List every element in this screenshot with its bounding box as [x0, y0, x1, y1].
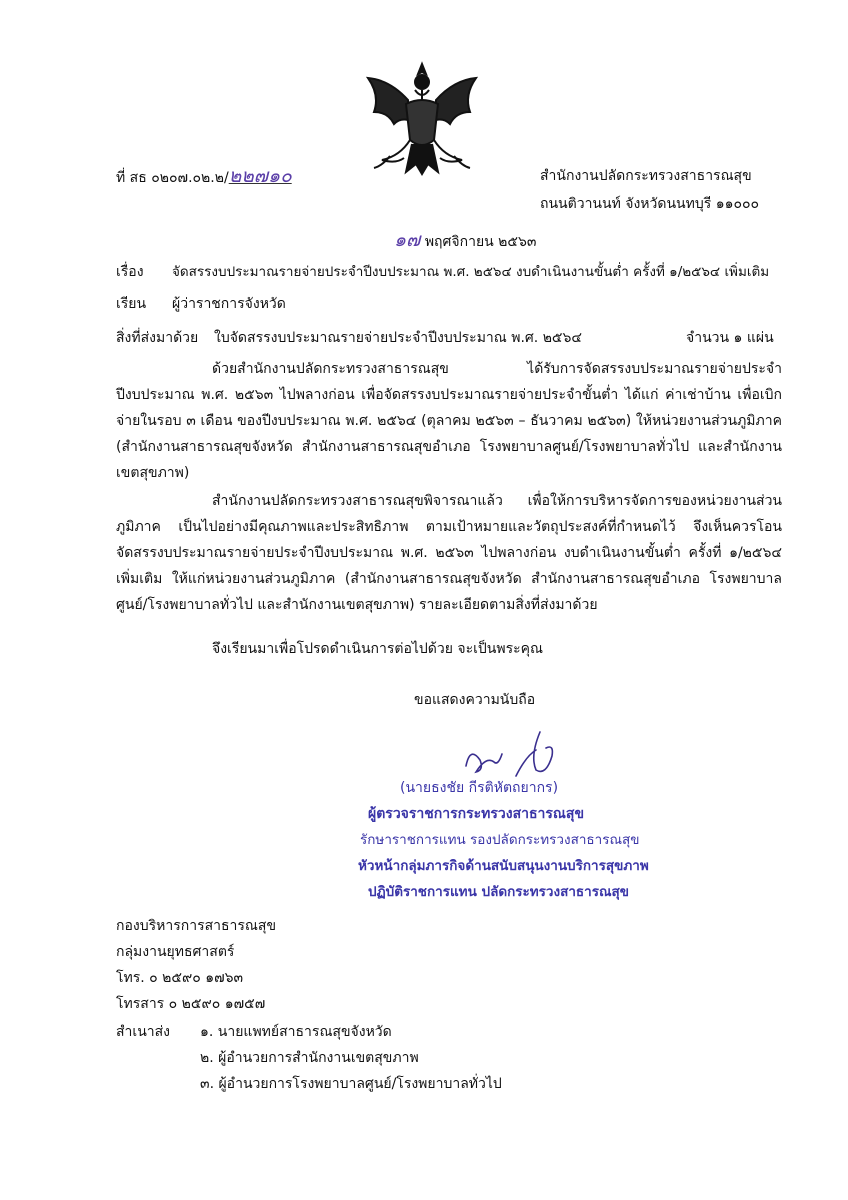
letter-date [394, 230, 536, 252]
date-month-year: พฤศจิกายน ๒๕๖๓ [424, 234, 537, 250]
sender-address: ถนนติวานนท์ จังหวัดนนทบุรี ๑๑๐๐๐ [540, 196, 760, 212]
closing-text: ขอแสดงความนับถือ [414, 692, 536, 708]
cc-item: ๓. ผู้อำนวยการโรงพยาบาลศูนย์/โรงพยาบาลทั่วไป [200, 1076, 502, 1092]
signer-title-3: หัวหน้ากลุ่มภารกิจด้านสนับสนุนงานบริการสุขภาพ [358, 858, 649, 874]
subject-label: เรื่อง [116, 264, 144, 280]
telephone: โทร. ๐ ๒๕๙๐ ๑๗๖๓ [116, 970, 244, 986]
cc-label: สำเนาส่ง [116, 1024, 171, 1040]
signer-title-4: ปฏิบัติราชการแทน ปลัดกระทรวงสาธารณสุข [368, 884, 629, 900]
signer-title-1: ผู้ตรวจราชการกระทรวงสาธารณสุข [368, 806, 585, 822]
department: กองบริหารการสาธารณสุข [116, 918, 277, 934]
cc-item: ๑. นายแพทย์สาธารณสุขจังหวัด [200, 1024, 392, 1040]
to-label: เรียน [116, 296, 147, 312]
to-text: ผู้ว่าราชการจังหวัด [172, 296, 286, 312]
signer-name: (นายธงชัย กีรติหัตถยากร) [400, 780, 559, 796]
body-paragraph-1 [116, 356, 782, 486]
garuda-emblem-icon [360, 60, 484, 178]
enclosure-label: สิ่งที่ส่งมาด้วย [116, 330, 199, 346]
date-day-handwritten: ๑๗ [394, 229, 421, 251]
body-paragraph-2 [116, 488, 782, 618]
handwritten-signature [456, 726, 576, 782]
subject-text: จัดสรรงบประมาณรายจ่ายประจำปีงบประมาณ พ.ศ. ๒๕๖๔ งบดำเนินงานขั้นต่ำ ครั้งที่ ๑/๒๕๖๔ เพิ่มเติม [172, 264, 770, 280]
reference-prefix: ที่ สธ ๐๒๐๗.๐๒.๒/ [116, 170, 229, 186]
reference-handwritten-number: ๒๒๗๑๐ [228, 165, 292, 187]
sender-org: สำนักงานปลัดกระทรวงสาธารณสุข [540, 168, 752, 184]
fax: โทรสาร ๐ ๒๕๙๐ ๑๗๕๗ [116, 996, 266, 1012]
signer-title-2: รักษาราชการแทน รองปลัดกระทรวงสาธารณสุข [360, 832, 640, 848]
cc-item: ๒. ผู้อำนวยการสำนักงานเขตสุขภาพ [200, 1050, 419, 1066]
paragraph-text: จึงเรียนมาเพื่อโปรดดำเนินการต่อไปด้วย จะเป็นพระคุณ [212, 641, 544, 657]
paragraph-text: สำนักงานปลัดกระทรวงสาธารณสุขพิจารณาแล้ว เพื่อให้การบริหารจัดการของหน่วยงานส่วนภูมิภาค เป็นไปอย่างมีคุณภาพและประสิทธิภาพ ตามเป้าหมายและวัตถุประสงค์ที่กำหนดไว้ จึงเห็นควรโอนจัดสรรงบประมาณรายจ่ายประจำปีงบประมาณ พ.ศ. ๒๕๖๓ ไปพลางก่อน งบดำเนินงานขั้นต่ำ ครั้งที่ ๑/๒๕๖๔ เพิ่มเติม ให้แก่หน่วยงานส่วนภูมิภาค (สำนักงานสาธารณสุขจังหวัด สำนักงานสาธารณสุขอำเภอ โรงพยาบาลศูนย์/โรงพยาบาลทั่วไป และสำนักงานเขตสุขภาพ) รายละเอียดตามสิ่งที่ส่งมาด้วย [116, 493, 782, 613]
enclosure-count: จำนวน ๑ แผ่น [686, 330, 774, 346]
paragraph-text: ด้วยสำนักงานปลัดกระทรวงสาธารณสุข ได้รับการจัดสรรงบประมาณรายจ่ายประจำปีงบประมาณ พ.ศ. ๒๕๖๓ ไปพลางก่อน เพื่อจัดสรรงบประมาณรายจ่ายประจำขั้นต่ำ ได้แก่ ค่าเช่าบ้าน เพื่อเบิกจ่ายในรอบ ๓ เดือน ของปีงบประมาณ พ.ศ. ๒๕๖๔ (ตุลาคม ๒๕๖๓ – ธันวาคม ๒๕๖๓) ให้หน่วยงานส่วนภูมิภาค (สำนักงานสาธารณสุขจังหวัด สำนักงานสาธารณสุขอำเภอ โรงพยาบาลศูนย์/โรงพยาบาลทั่วไป และสำนักงานเขตสุขภาพ) [116, 361, 782, 481]
section: กลุ่มงานยุทธศาสตร์ [116, 944, 235, 960]
reference-number [116, 166, 292, 188]
enclosure-text: ใบจัดสรรงบประมาณรายจ่ายประจำปีงบประมาณ พ.ศ. ๒๕๖๔ [214, 330, 583, 346]
body-paragraph-3 [116, 636, 782, 662]
